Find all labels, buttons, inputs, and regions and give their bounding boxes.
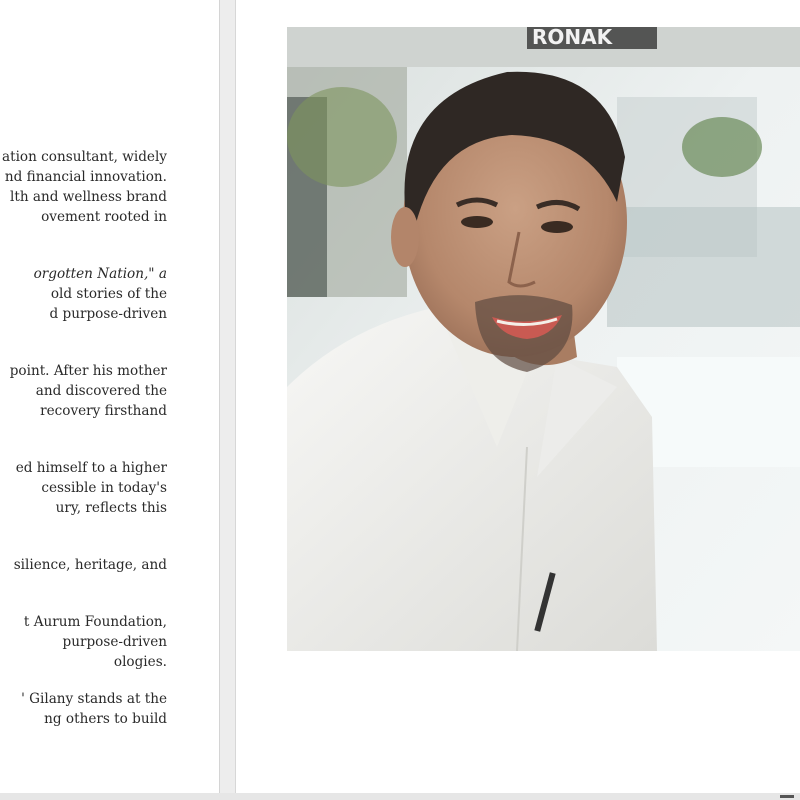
- bio-line-16: purpose-driven: [62, 634, 167, 650]
- viewer-bottom-bar: [0, 793, 800, 800]
- bio-line-13: ury, reflects this: [55, 500, 167, 516]
- scroll-indicator[interactable]: [780, 795, 794, 798]
- left-page: [0, 0, 219, 793]
- bio-line-3: lth and wellness brand: [10, 189, 167, 205]
- bio-line-17: ologies.: [113, 654, 167, 670]
- page-gutter: [220, 0, 235, 793]
- bio-line-11: ed himself to a higher: [15, 460, 167, 476]
- bio-line-2: nd financial innovation.: [4, 169, 167, 185]
- bio-line-19: ng others to build: [44, 711, 167, 727]
- bio-line-12: cessible in today's: [41, 480, 167, 496]
- right-page: [236, 0, 800, 793]
- bio-line-5: [34, 264, 167, 284]
- bio-line-1: ation consultant, widely: [2, 149, 167, 165]
- bio-line-18: ' Gilany stands at the: [21, 691, 167, 707]
- bio-line-4: ovement rooted in: [41, 209, 167, 225]
- bio-line-14: silience, heritage, and: [13, 557, 167, 573]
- signage-text: RONAK: [532, 27, 613, 49]
- bio-line-15: t Aurum Foundation,: [23, 614, 167, 630]
- bio-line-8: point. After his mother: [9, 363, 167, 379]
- bio-line-10: recovery firsthand: [40, 403, 167, 419]
- bio-line-6: old stories of the: [50, 286, 167, 302]
- bio-line-9: and discovered the: [35, 383, 167, 399]
- book-title-fragment: orgotten Nation," a: [33, 266, 167, 282]
- bio-line-7: d purpose-driven: [49, 306, 167, 322]
- author-portrait-photo: [287, 27, 800, 651]
